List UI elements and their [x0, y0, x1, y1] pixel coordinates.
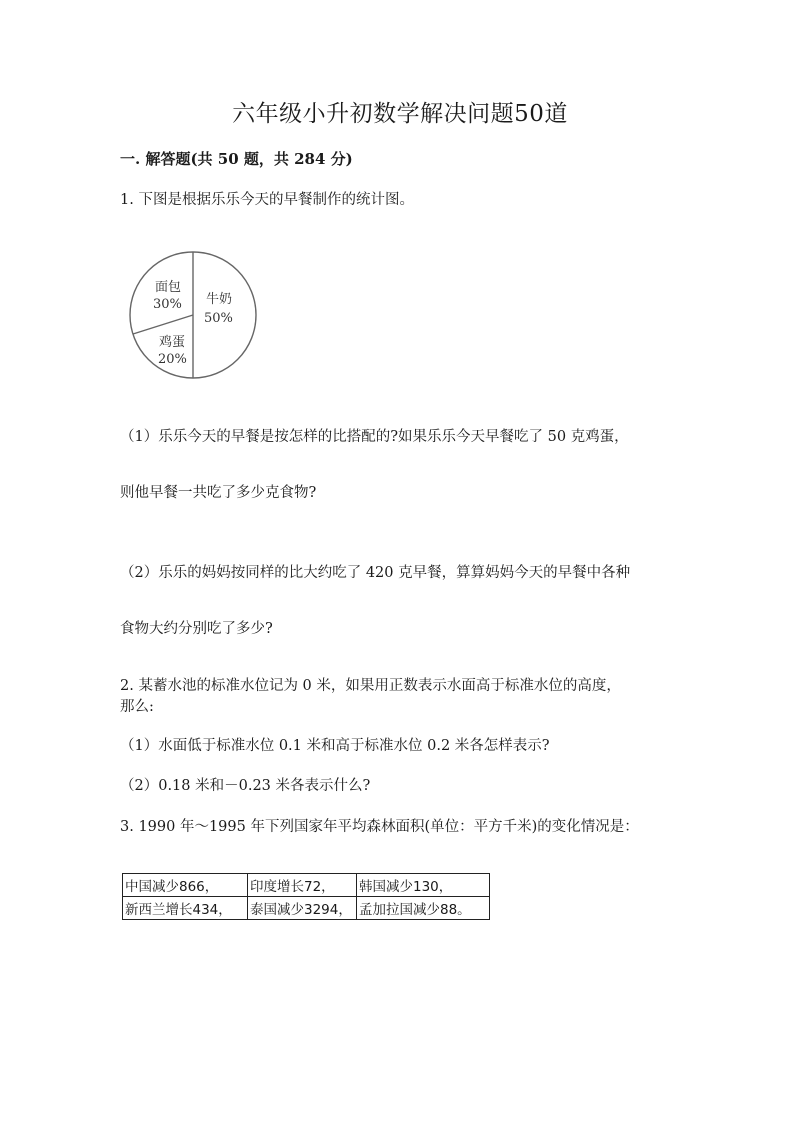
- question-2-line2: 那么:: [120, 699, 154, 715]
- question-1-text: 1. 下图是根据乐乐今天的早餐制作的统计图。: [120, 192, 414, 208]
- question-1-sub2-line1: （2）乐乐的妈妈按同样的比大约吃了 420 克早餐，算算妈妈今天的早餐中各种: [120, 565, 631, 581]
- pie-chart-svg: [125, 245, 275, 385]
- table-cell: 中国减少866，: [123, 874, 248, 897]
- question-1-sub1-line2: 则他早餐一共吃了多少克食物?: [120, 485, 317, 501]
- section-heading: 一. 解答题(共 50 题，共 284 分): [120, 150, 353, 168]
- forest-area-table: [122, 873, 490, 920]
- pie-value-milk: 50%: [204, 311, 233, 326]
- pie-value-egg: 20%: [158, 352, 187, 367]
- pie-label-milk: 牛奶: [206, 292, 233, 307]
- question-3-text: 3. 1990 年～1995 年下列国家年平均森林面积(单位：平方千米)的变化情况是：: [120, 819, 639, 835]
- pie-label-bread: 面包: [155, 280, 182, 295]
- pie-label-egg: 鸡蛋: [159, 335, 186, 350]
- table-row: [123, 874, 490, 897]
- question-2-sub1: （1）水面低于标准水位 0.1 米和高于标准水位 0.2 米各怎样表示?: [120, 738, 550, 754]
- pie-value-bread: 30%: [153, 297, 182, 312]
- breakfast-pie-chart: [125, 245, 275, 385]
- question-2-line1: 2. 某蓄水池的标准水位记为 0 米，如果用正数表示水面高于标准水位的高度，: [120, 678, 621, 694]
- table-cell: 孟加拉国减少88。: [357, 897, 490, 920]
- table-cell: 印度增长72，: [248, 874, 357, 897]
- table-row: [123, 897, 490, 920]
- question-2-sub2: （2）0.18 米和－0.23 米各表示什么?: [120, 778, 371, 794]
- table-cell: 泰国减少3294，: [248, 897, 357, 920]
- table-cell: 新西兰增长434，: [123, 897, 248, 920]
- table-cell: 韩国减少130，: [357, 874, 490, 897]
- question-1-sub1-line1: （1）乐乐今天的早餐是按怎样的比搭配的?如果乐乐今天早餐吃了 50 克鸡蛋，: [120, 429, 629, 445]
- question-1-sub2-line2: 食物大约分别吃了多少?: [120, 621, 273, 637]
- page-title: 六年级小升初数学解决问题50道: [232, 101, 568, 127]
